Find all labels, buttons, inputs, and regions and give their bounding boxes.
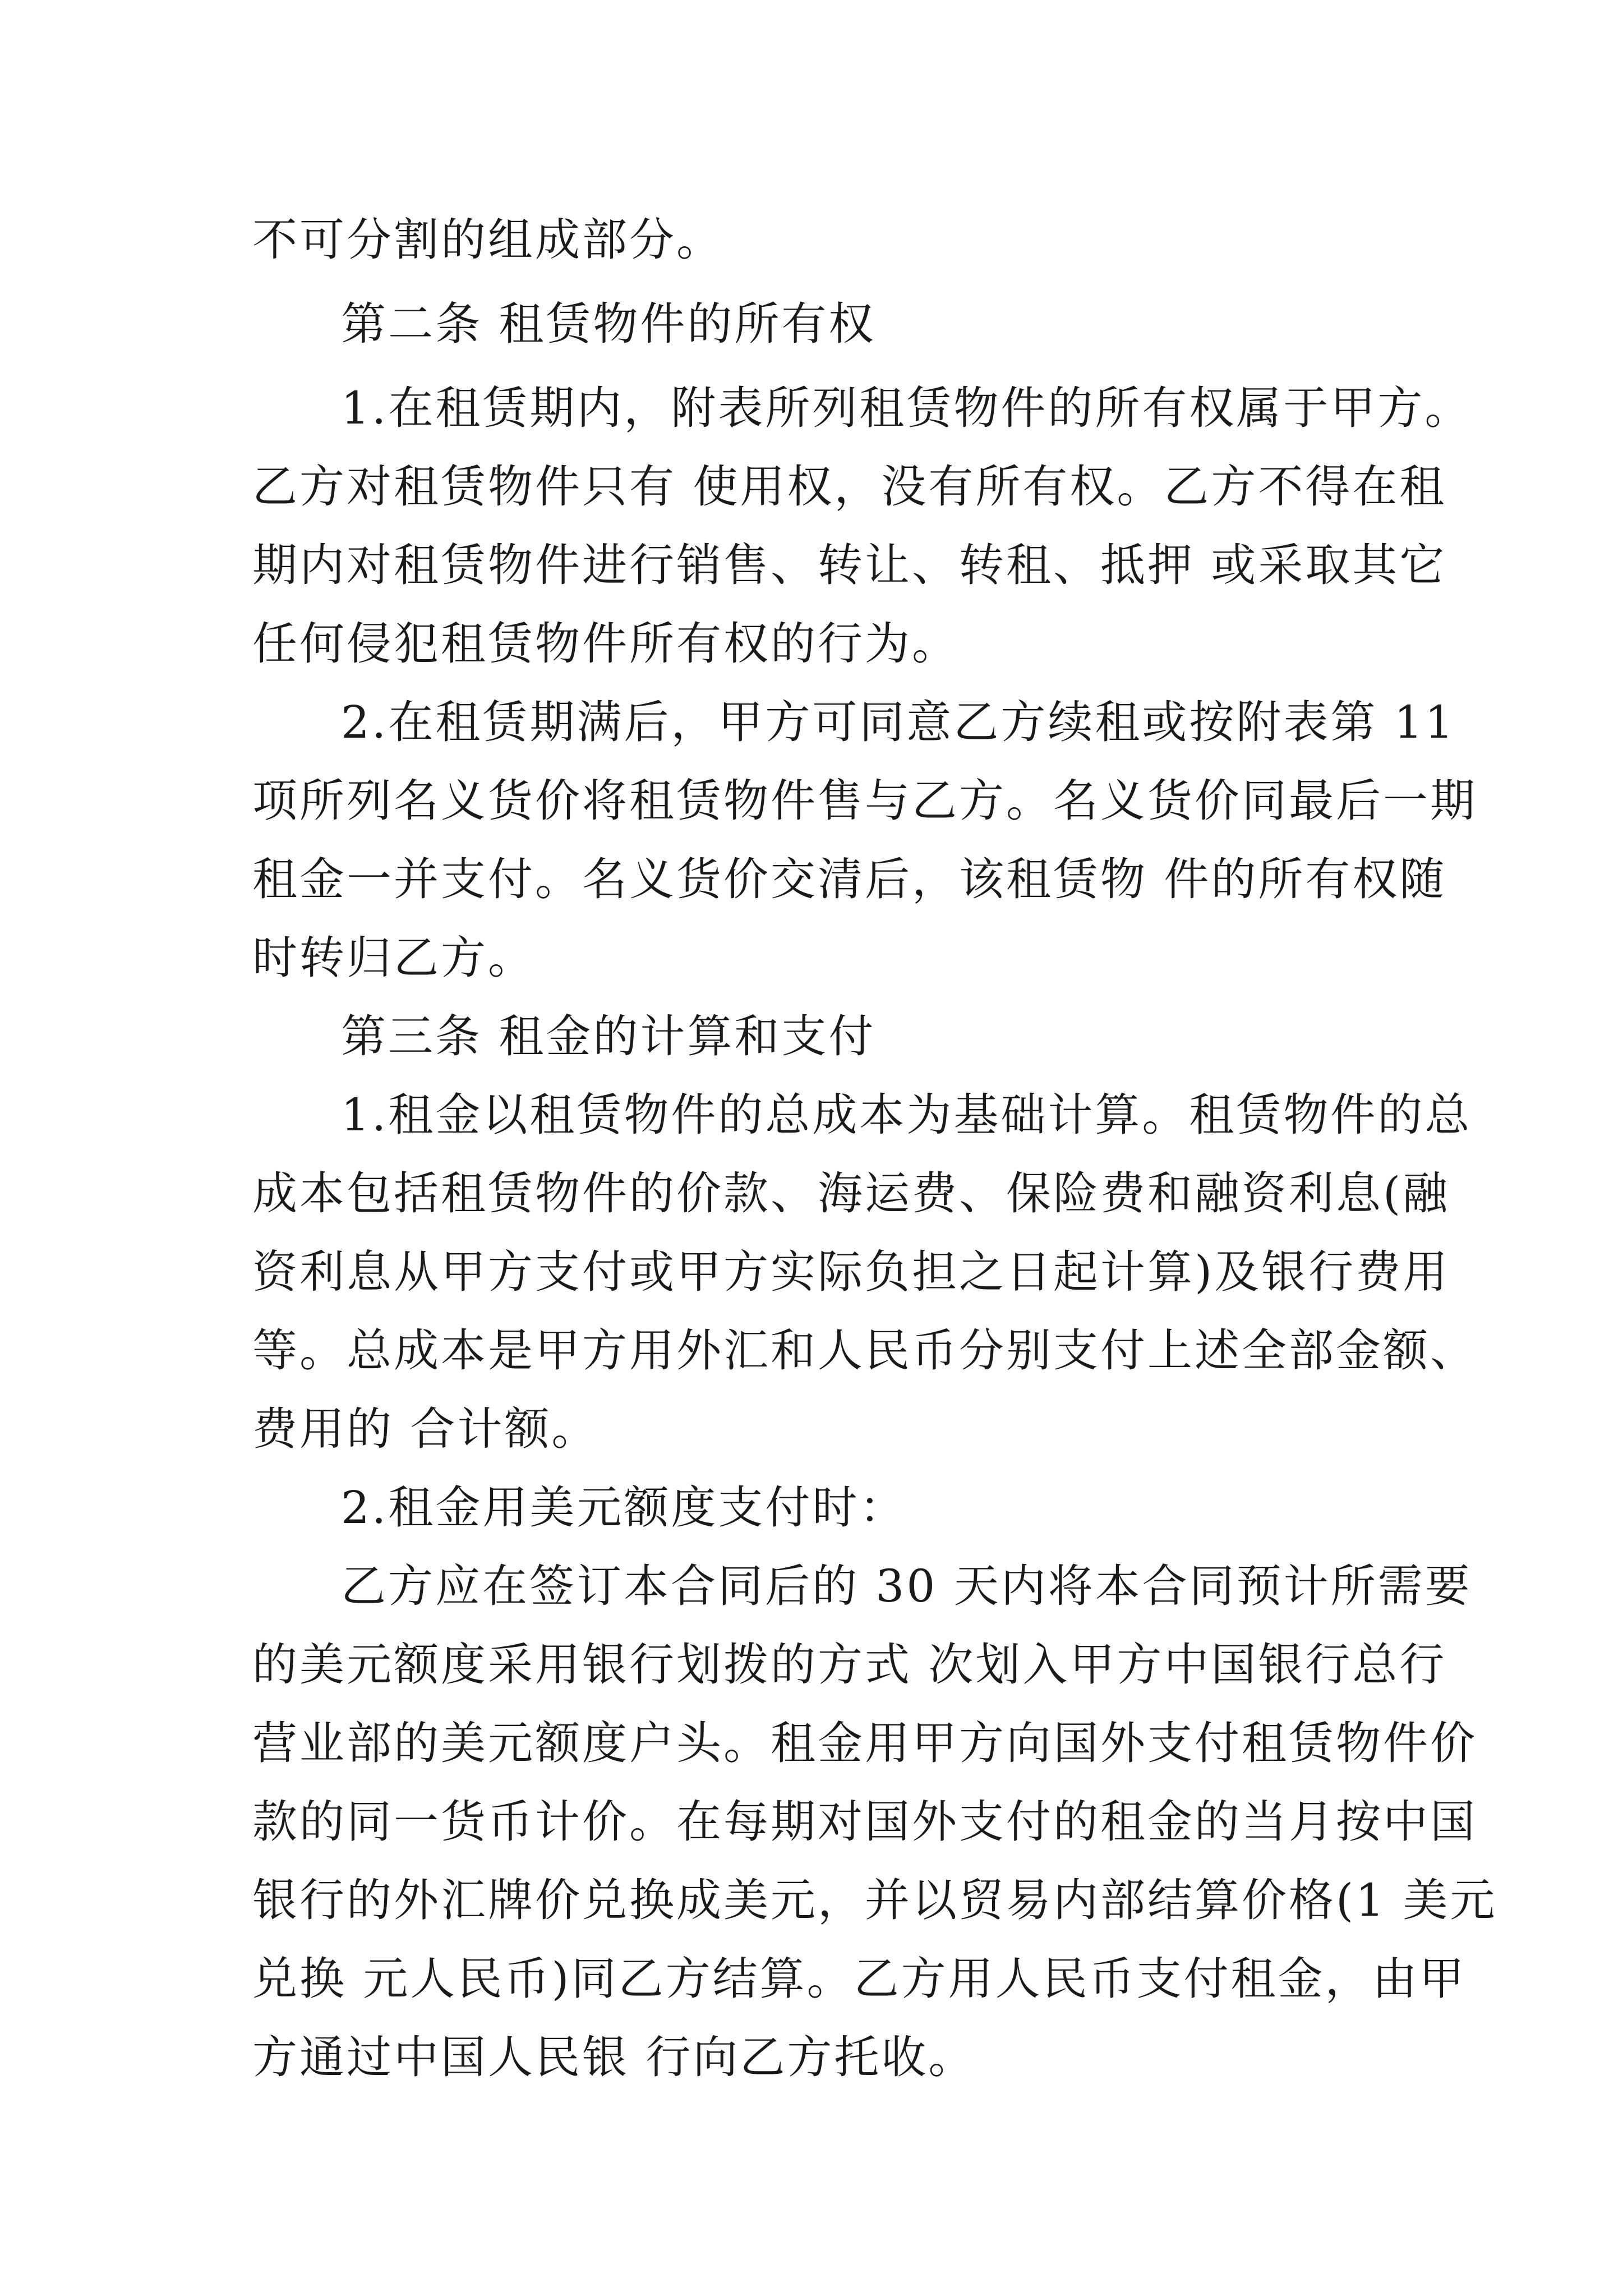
text-line-8: 项所列名义货价将租赁物件售与乙方。名义货价同最后一期 (252, 775, 1477, 827)
text-line-12: 1.租金以租赁物件的总成本为基础计算。租赁物件的总 (341, 1089, 1472, 1141)
text-line-15: 等。总成本是甲方用外汇和人民币分别支付上述全部金额、 (252, 1324, 1477, 1377)
text-line-4: 乙方对租赁物件只有 使用权，没有所有权。乙方不得在租 (252, 461, 1447, 513)
text-line-13: 成本包括租赁物件的价款、海运费、保险费和融资利息(融 (252, 1167, 1450, 1220)
text-line-10: 时转归乙方。 (252, 932, 535, 984)
text-line-19: 的美元额度采用银行划拨的方式 次划入甲方中国银行总行 (252, 1639, 1447, 1691)
text-line-23: 兑换 元人民币)同乙方结算。乙方用人民币支付租金，由甲 (252, 1953, 1467, 2005)
text-line-21: 款的同一货币计价。在每期对国外支付的租金的当月按中国 (252, 1796, 1477, 1848)
text-line-20: 营业部的美元额度户头。租金用甲方向国外支付租赁物件价 (252, 1717, 1477, 1769)
text-line-5: 期内对租赁物件进行销售、转让、转租、抵押 或采取其它 (252, 539, 1447, 591)
section-heading-3: 第三条 租金的计算和支付 (341, 1010, 876, 1062)
text-line-9: 租金一并支付。名义货价交清后，该租赁物 件的所有权随 (252, 853, 1447, 905)
text-line-18: 乙方应在签订本合同后的 30 天内将本合同预计所需要 (341, 1560, 1472, 1612)
text-line-7: 2.在租赁期满后，甲方可同意乙方续租或按附表第 11 (341, 696, 1456, 748)
text-line-14: 资利息从甲方支付或甲方实际负担之日起计算)及银行费用 (252, 1246, 1450, 1298)
section-heading-2: 第二条 租赁物件的所有权 (341, 298, 876, 350)
text-line-22: 银行的外汇牌价兑换成美元，并以贸易内部结算价格(1 美元 (252, 1874, 1497, 1926)
text-line-24: 方通过中国人民银 行向乙方托收。 (252, 2031, 976, 2083)
text-line-1: 不可分割的组成部分。 (252, 214, 723, 266)
text-line-3: 1.在租赁期内，附表所列租赁物件的所有权属于甲方。 (341, 382, 1472, 434)
text-line-17: 2.租金用美元额度支付时： (341, 1481, 907, 1534)
text-line-16: 费用的 合计额。 (252, 1403, 599, 1455)
text-line-6: 任何侵犯租赁物件所有权的行为。 (252, 618, 959, 670)
